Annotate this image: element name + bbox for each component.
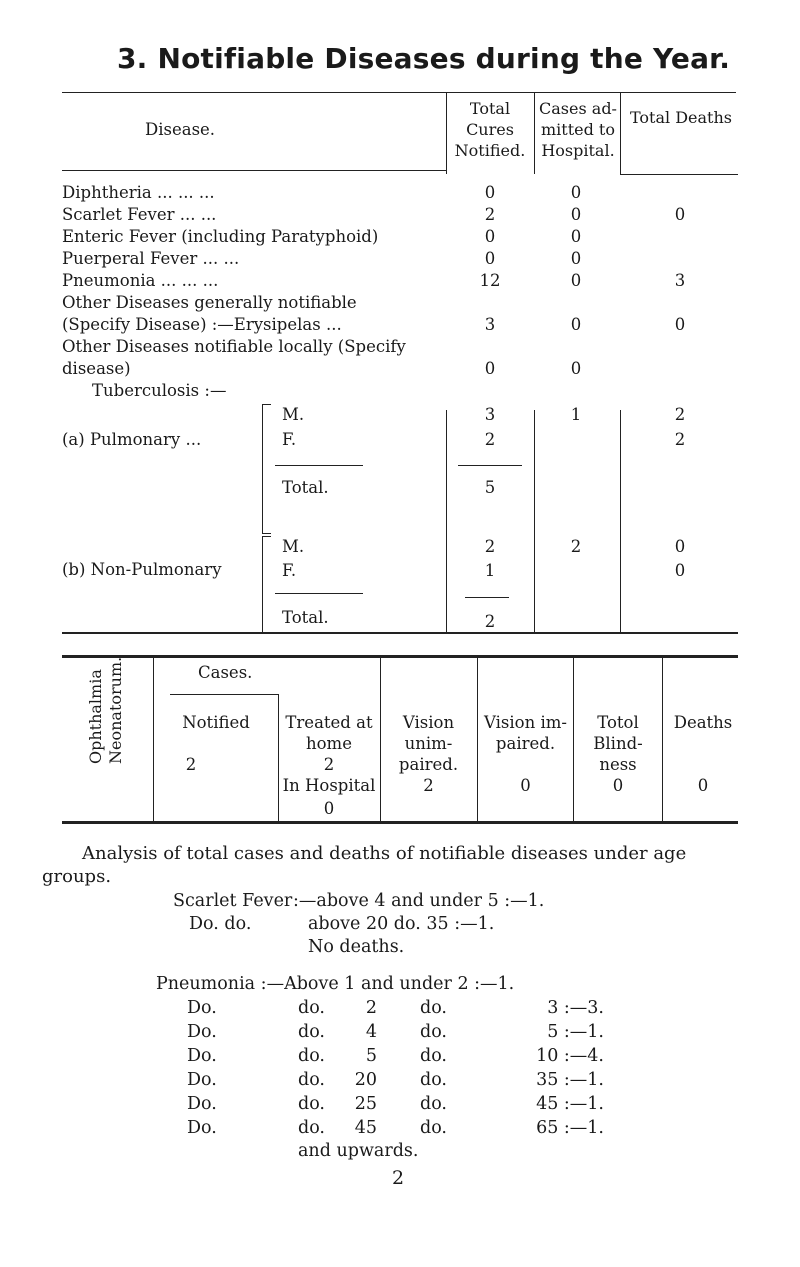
list-item: do.	[298, 998, 325, 1018]
header-rule-right	[620, 174, 738, 175]
list-item: Do.	[187, 1094, 217, 1114]
tb-sub-total: Total.	[282, 478, 329, 497]
header-notified: Notified	[182, 713, 250, 732]
list-item: 45 :—1.	[536, 1094, 604, 1114]
table-cell: 0	[674, 561, 686, 580]
table-cell: 0	[484, 249, 496, 268]
analysis-intro: Analysis of total cases and deaths of notifiable diseases under age groups.	[42, 843, 687, 887]
list-item: 2	[365, 998, 377, 1018]
table-cell: 0	[484, 359, 496, 378]
table-top-rule-right	[446, 92, 736, 93]
col-divider	[662, 658, 663, 821]
cell-deaths: 0	[697, 776, 709, 795]
list-item: Do.	[187, 1022, 217, 1042]
brace	[262, 536, 271, 633]
table-cell: 0	[570, 183, 582, 202]
list-item: do.	[420, 1022, 447, 1042]
col-divider	[153, 658, 154, 821]
table-cell: 0	[570, 271, 582, 290]
table2-bottom-rule	[62, 821, 738, 824]
table-cell: 2	[570, 537, 582, 556]
list-item: 35 :—1.	[536, 1070, 604, 1090]
neonatorum-label: Neonatorum.	[106, 656, 125, 764]
table-row-label: disease)	[62, 359, 131, 378]
table-cell: 2	[674, 405, 686, 424]
tb-pulmonary-label: (a) Pulmonary ...	[62, 430, 202, 449]
list-item: Do.	[187, 1046, 217, 1066]
list-item: 5 :—1.	[547, 1022, 604, 1042]
table-row-label: Other Diseases generally notifiable	[62, 293, 357, 312]
list-item: do.	[298, 1070, 325, 1090]
table-row-label: Other Diseases notifiable locally (Specify	[62, 337, 406, 356]
table-row-label: Scarlet Fever ... ...	[62, 205, 217, 224]
list-item: 10 :—4.	[536, 1046, 604, 1066]
ophthalmia-label: Ophthalmia	[86, 669, 105, 764]
header-deaths: Deaths	[673, 713, 733, 732]
col-divider-2-lower	[534, 410, 535, 632]
list-item: do.	[420, 1094, 447, 1114]
list-item: 65 :—1.	[536, 1118, 604, 1138]
col-divider-3-lower	[620, 410, 621, 632]
table-cell: 0	[570, 315, 582, 334]
scarlet-line-b: :—above 4 and under 5 :—1.	[293, 891, 545, 911]
cell-vision-unimpaired: 2	[423, 776, 434, 795]
table-cell: 3	[674, 271, 686, 290]
pneumonia-head: Pneumonia :—Above 1 and under 2 :—1.	[156, 974, 515, 994]
table-cell: 12	[479, 271, 501, 290]
list-item: do.	[420, 1046, 447, 1066]
list-item: do.	[420, 998, 447, 1018]
tb-sub-f: F.	[282, 430, 297, 449]
table-cell: 1	[484, 561, 496, 580]
tb-sub-f: F.	[282, 561, 297, 580]
cell-vision-impaired: 0	[520, 776, 531, 795]
col-divider-1	[446, 92, 447, 174]
cell-treated-home: 2	[323, 755, 335, 774]
table-cell: 1	[570, 405, 582, 424]
scarlet-line-a: Scarlet Fever	[173, 891, 293, 911]
cell-notified: 2	[185, 755, 197, 774]
sub-rule	[275, 465, 363, 466]
in-hospital-label: In Hospital	[282, 776, 376, 795]
header-rule-left	[62, 170, 446, 171]
list-item: do.	[420, 1118, 447, 1138]
sub-rule	[275, 593, 363, 594]
table-cell: 0	[674, 537, 686, 556]
tb-sub-m: M.	[282, 537, 305, 556]
tb-sub-m: M.	[282, 405, 305, 424]
table-cell: 0	[674, 315, 686, 334]
table-cell: 2	[484, 537, 496, 556]
table-cell: 0	[484, 183, 496, 202]
list-item: 3 :—3.	[547, 998, 604, 1018]
brace	[262, 404, 271, 534]
table-cell: 0	[570, 227, 582, 246]
header-vision-unimpaired: Vision unim- paired.	[398, 713, 459, 774]
header-hospital: Cases ad- mitted to Hospital.	[539, 99, 617, 160]
table-cell: 2	[484, 612, 496, 631]
header-deaths: Total Deaths	[629, 108, 732, 127]
table-top-rule	[62, 92, 446, 93]
list-item: do.	[298, 1046, 325, 1066]
table-cell: 2	[674, 430, 686, 449]
page-title: 3. Notifiable Diseases during the Year.	[117, 42, 731, 75]
table-cell: 2	[484, 205, 496, 224]
scarlet-line-a: Do. do.	[189, 914, 252, 934]
list-item: do.	[298, 1022, 325, 1042]
cell-blindness: 0	[612, 776, 624, 795]
header-total-blindness: Totol Blind- ness	[593, 713, 643, 774]
tb-sub-total: Total.	[282, 608, 329, 627]
tb-nonpulmonary-label: (b) Non-Pulmonary	[62, 560, 222, 579]
sum-rule	[458, 465, 522, 466]
header-cases: Cases.	[198, 663, 253, 682]
col-divider-3	[620, 92, 621, 174]
table-row-label: Diphtheria ... ... ...	[62, 183, 215, 202]
page-number: 2	[392, 1167, 405, 1189]
col-divider-1-lower	[446, 410, 447, 632]
list-item: do.	[298, 1094, 325, 1114]
table-row-label: Enteric Fever (including Paratyphoid)	[62, 227, 379, 246]
list-item: Do.	[187, 1070, 217, 1090]
header-vision-impaired: Vision im- paired.	[484, 713, 567, 753]
table-row-label: Puerperal Fever ... ...	[62, 249, 240, 268]
table-cell: 3	[484, 315, 496, 334]
cases-rule	[170, 694, 278, 695]
list-item: 25	[354, 1094, 377, 1114]
col-divider-2	[534, 92, 535, 174]
scarlet-line-b: above 20 do. 35 :—1.	[308, 914, 495, 934]
table-cell: 3	[484, 405, 496, 424]
list-item: do.	[298, 1118, 325, 1138]
cell-in-hospital: 0	[323, 799, 335, 818]
table-cell: 0	[570, 205, 582, 224]
table-cell: 0	[570, 249, 582, 268]
table-row-label: Tuberculosis :—	[92, 381, 227, 400]
upwards-note: and upwards.	[298, 1141, 419, 1161]
table-row-label: Pneumonia ... ... ...	[62, 271, 219, 290]
table-bottom-rule	[62, 632, 738, 634]
table-row-label: (Specify Disease) :—Erysipelas ...	[62, 315, 342, 334]
list-item: Do.	[187, 998, 217, 1018]
list-item: 5	[365, 1046, 377, 1066]
table2-top-rule	[62, 655, 738, 658]
table-cell: 5	[484, 478, 496, 497]
list-item: 45	[354, 1118, 377, 1138]
list-item: do.	[420, 1070, 447, 1090]
table-cell: 0	[674, 205, 686, 224]
table-cell: 0	[570, 359, 582, 378]
table-cell: 0	[484, 227, 496, 246]
header-total-notified: Total Cures Notified.	[454, 99, 526, 160]
scarlet-note: No deaths.	[308, 937, 405, 957]
table-cell: 2	[484, 430, 496, 449]
sum-rule	[465, 597, 509, 598]
header-disease: Disease.	[145, 120, 216, 139]
header-treated-home: Treated at home	[285, 713, 373, 753]
list-item: 20	[354, 1070, 377, 1090]
list-item: 4	[365, 1022, 377, 1042]
list-item: Do.	[187, 1118, 217, 1138]
